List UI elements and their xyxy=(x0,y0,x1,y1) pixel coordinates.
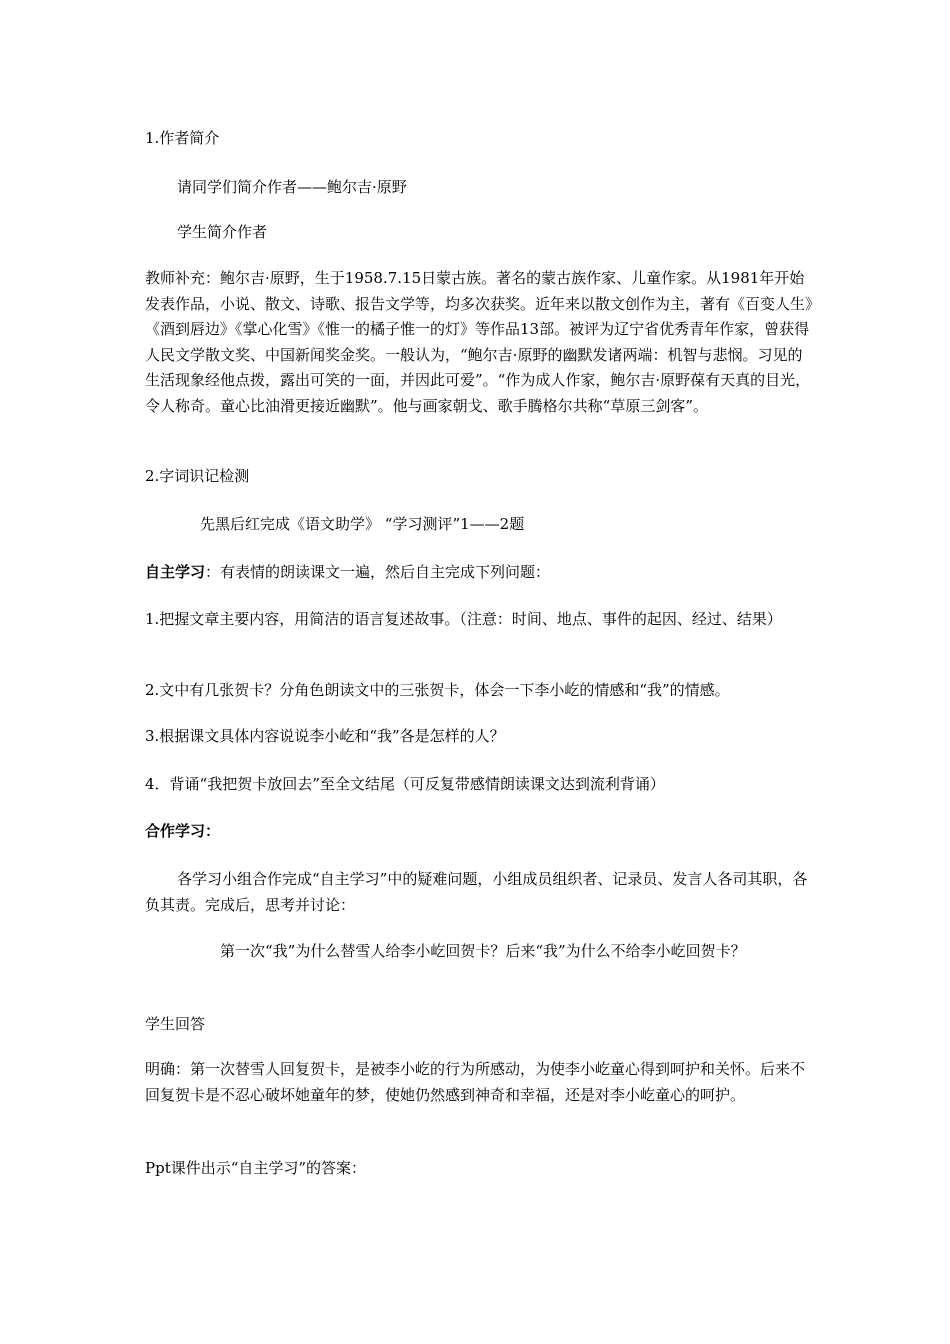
question-3: 3.根据课文具体内容说说李小屹和“我”各是怎样的人？ xyxy=(145,727,505,745)
section2-heading: 2.字词识记检测 xyxy=(145,467,250,485)
self-study-label: 自主学习 xyxy=(145,563,206,581)
section1-student: 学生简介作者 xyxy=(177,223,268,241)
section2-task: 先黑后红完成《语文助学》 “学习测评”1——2题 xyxy=(200,515,525,533)
section1-prompt: 请同学们简介作者——鲍尔吉·原野 xyxy=(177,178,407,196)
self-study-text: ：有表情的朗读课文一遍，然后自主完成下列问题： xyxy=(205,563,551,581)
student-answer: 学生回答 xyxy=(145,1015,206,1033)
self-study-line xyxy=(145,560,815,586)
section1-teacher-paragraph: 教师补充：鲍尔吉·原野，生于1958.7.15日蒙古族。著名的蒙古族作家、儿童作家。从1981年开始发表作品，小说、散文、诗歌、报告文学等，均多次获奖。近年来以散文创作为主，著有《百变人生》《酒到唇边》《掌心化雪》《惟一的橘子惟一的灯》等作品13部。被评为辽宁省优秀青年作家，曾获得人民文学散文奖、中国新闻奖金奖。一般认为，“鲍尔吉·原野的幽默发诸两端：机智与悲悯。习见的生活现象经他点拨，露出可笑的一面，并因此可爱”。“作为成人作家，鲍尔吉·原野葆有天真的目光，令人称奇。童心比油滑更接近幽默”。他与画家朝戈、歌手腾格尔共称“草原三剑客”。 xyxy=(145,269,813,415)
clarify-paragraph: 明确：第一次替雪人回复贺卡，是被李小屹的行为所感动，为使李小屹童心得到呵护和关怀。后来不回复贺卡是不忍心破坏她童年的梦，使她仍然感到神奇和幸福，还是对李小屹童心的呵护。 xyxy=(145,1060,806,1104)
section1-heading: 1.作者简介 xyxy=(145,129,220,147)
question-4: 4．背诵“我把贺卡放回去”至全文结尾（可反复带感情朗读课文达到流利背诵） xyxy=(145,775,665,793)
ppt-line: Ppt课件出示“自主学习”的答案： xyxy=(145,1159,367,1177)
question-1: 1.把握文章主要内容，用简洁的语言复述故事。（注意：时间、地点、事件的起因、经过、结果） xyxy=(145,610,782,628)
coop-text: 各学习小组合作完成“自主学习”中的疑难问题，小组成员组织者、记录员、发言人各司其职，各负其责。完成后，思考并讨论： xyxy=(145,870,808,914)
question-2: 2.文中有几张贺卡？分角色朗读文中的三张贺卡，体会一下李小屹的情感和“我”的情感。 xyxy=(145,681,730,699)
coop-question: 第一次“我”为什么替雪人给李小屹回贺卡？后来“我”为什么不给李小屹回贺卡？ xyxy=(220,942,746,960)
coop-label: 合作学习： xyxy=(145,822,221,840)
